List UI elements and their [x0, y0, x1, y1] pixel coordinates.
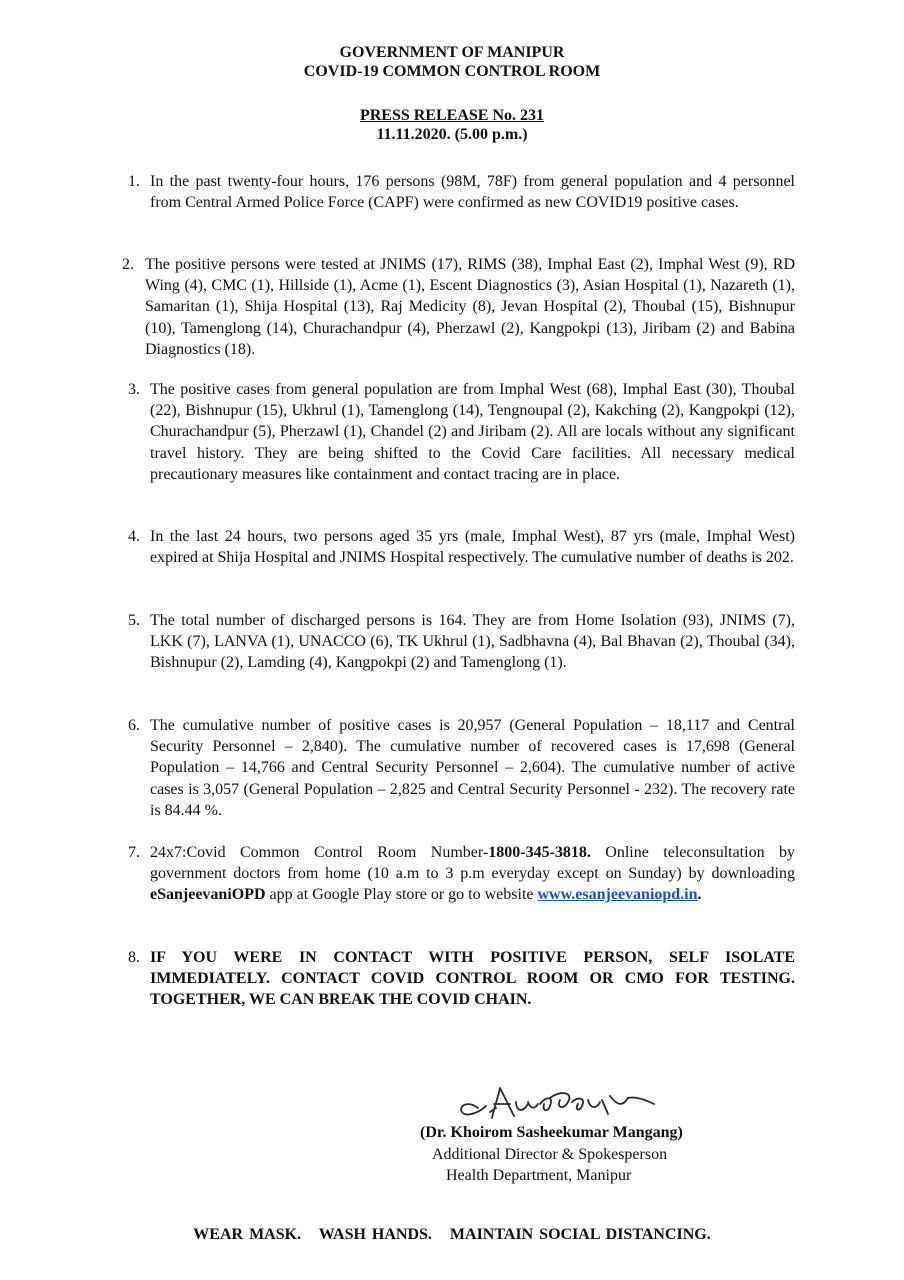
list-item-advisory: IF YOU WERE IN CONTACT WITH POSITIVE PERSON, SELF ISOLATE IMMEDIATELY. CONTACT COVID CONTROL ROOM OR CMO FOR TESTING. TOGETHER, WE CAN BREAK THE COVID CHAIN.	[150, 949, 795, 1009]
signatory-designation: Additional Director & Spokesperson	[432, 1145, 668, 1163]
list-item-testing-centres: The positive persons were tested at JNIMS (17), RIMS (38), Imphal East (2), Imphal West (9), RD Wing (4), CMC (1), Hillside (1), Acme (1), Escent Diagnostics (3), Asian Hospital (1), Nazareth (1), Samaritan (1), Shija Hospital (13), Raj Medicity (8), Jevan Hospital (2), Thoubal (15), Bishnupur (10), Tamenglong (14), Churachandpur (4), Pherzawl (2), Kangpokpi (13), Jiribam (2) and Babina Diagnostics (18).	[145, 256, 795, 358]
item-text: Online teleconsultation by government doctors from home (10 a.m to 3 p.m everyday except on Sunday) by downloading	[150, 844, 795, 883]
list-item-new-cases: In the past twenty-four hours, 176 persons (98M, 78F) from general population and 4 personnel from Central Armed Police Force (CAPF) were confirmed as new COVID19 positive cases.	[150, 173, 795, 212]
signatory-name: (Dr. Khoirom Sasheekumar Mangang)	[420, 1124, 683, 1141]
app-name: eSanjeevaniOPD	[150, 886, 266, 904]
list-item-discharged: The total number of discharged persons is 164. They are from Home Isolation (93), JNIMS (7), LKK (7), LANVA (1), UNACCO (6), TK Ukhrul (1), Sadbhavna (4), Bal Bhavan (2), Thoubal (34), Bishnupur (2), Lamding (4), Kangpokpi (2) and Tamenglong (1).	[150, 612, 795, 672]
item-number: 3.	[128, 381, 140, 398]
signatory-department: Health Department, Manipur	[446, 1167, 632, 1184]
helpline-number: 1800-345-3818.	[488, 844, 591, 861]
item-number: 2.	[122, 256, 134, 273]
header-government: GOVERNMENT OF MANIPUR	[339, 44, 565, 61]
press-release-number: PRESS RELEASE No. 231	[359, 107, 545, 124]
list-item-case-districts: The positive cases from general population are from Imphal West (68), Imphal East (30), Thoubal (22), Bishnupur (15), Ukhrul (1), Tamenglong (14), Tengnoupal (2), Kakching (2), Kangpokpi (12), Churachandpur (5), Pherzawl (1), Chandel (2) and Jiribam (2). All are locals without any significant travel history. They are being shifted to the Covid Care facilities. All necessary medical precautionary measures like containment and contact tracing are in place.	[150, 381, 795, 483]
press-release-date: 11.11.2020. (5.00 p.m.)	[376, 126, 528, 143]
signatory-block	[420, 1122, 683, 1187]
list-item-cumulative: The cumulative number of positive cases is 20,957 (General Population – 18,117 and Central Security Personnel – 2,840). The cumulative number of recovered cases is 17,698 (General Population – 14,766 and Central Security Personnel – 2,604). The cumulative number of active cases is 3,057 (General Population – 2,825 and Central Security Personnel - 232). The recovery rate is 84.44 %.	[150, 717, 795, 819]
item-text: app at Google Play store or go to website	[265, 886, 538, 904]
item-number: 6.	[128, 717, 140, 734]
signature-image	[450, 1078, 665, 1122]
list-item-teleconsultation	[150, 842, 795, 906]
item-number: 1.	[128, 173, 140, 190]
item-number: 4.	[128, 528, 140, 545]
header-control-room: COVID-19 COMMON CONTROL ROOM	[303, 63, 601, 80]
list-item-deaths: In the last 24 hours, two persons aged 35 yrs (male, Imphal West), 87 yrs (male, Imphal West) expired at Shija Hospital and JNIMS Hospital respectively. The cumulative number of deaths is 202.	[150, 528, 795, 567]
website-link[interactable]: www.esanjeevaniopd.in	[537, 886, 698, 904]
item-number: 5.	[128, 612, 140, 629]
item-text: 24x7:Covid Common Control Room Number-	[150, 844, 489, 861]
item-number: 8.	[128, 949, 140, 966]
footer-slogan: WEAR MASK. WASH HANDS. MAINTAIN SOCIAL DISTANCING.	[193, 1226, 711, 1243]
item-text: .	[697, 886, 702, 904]
item-number: 7.	[128, 844, 140, 861]
